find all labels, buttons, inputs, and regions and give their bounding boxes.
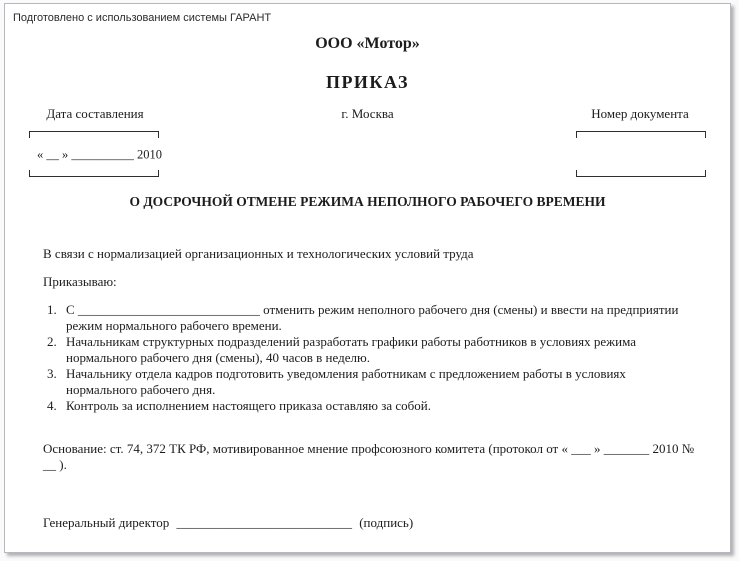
number-box-bottom-bracket (576, 170, 706, 177)
order-item-number: 3. (47, 366, 57, 381)
order-item-text: Начальникам структурных подразделений разработать графики работы работников в условиях режима нормального рабочего дня (смены), 40 часов в неделю. (66, 334, 636, 365)
order-item-number: 2. (47, 334, 57, 349)
order-item-4 (47, 398, 694, 414)
date-value: « __ » __________ 2010 (37, 147, 162, 162)
number-box (576, 131, 706, 177)
date-label: Дата составления (46, 106, 144, 121)
signature-row (43, 515, 694, 531)
order-item-number: 1. (47, 302, 57, 317)
order-item-text: Контроль за исполнением настоящего приказа оставляю за собой. (66, 398, 431, 413)
meta-labels-row (29, 106, 706, 122)
city-label: г. Москва (341, 106, 394, 121)
order-item-2 (47, 334, 694, 366)
document-type-title: ПРИКАЗ (325, 72, 410, 92)
signature-blank-line: ___________________________ (176, 515, 352, 530)
company-name: ООО «Мотор» (315, 35, 420, 52)
date-box-bottom-bracket (29, 170, 159, 177)
order-item-text: С ____________________________ отменить режим неполного рабочего дня (смены) и ввести на предприятии режим нормального рабочего времени. (66, 302, 679, 333)
orders-label: Приказываю: (43, 274, 117, 289)
document-page (4, 3, 731, 553)
intro-paragraph: В связи с нормализацией организационных и технологических условий труда (43, 246, 474, 261)
order-item-number: 4. (47, 398, 57, 413)
orders-list (47, 302, 694, 414)
order-item-1 (47, 302, 694, 334)
order-item-3 (47, 366, 694, 398)
date-box (29, 131, 162, 177)
order-subject-title: О ДОСРОЧНОЙ ОТМЕНЕ РЕЖИМА НЕПОЛНОГО РАБОЧЕГО ВРЕМЕНИ (129, 194, 606, 209)
meta-boxes-row (29, 131, 706, 177)
signature-title: Генеральный директор (43, 515, 170, 530)
garant-watermark: Подготовлено с использованием системы ГАРАНТ (13, 12, 272, 24)
order-item-text: Начальнику отдела кадров подготовить уведомления работникам с предложением работы в условиях нормального рабочего дня. (66, 366, 626, 397)
signature-note: (подпись) (359, 515, 414, 530)
basis-line: Основание: ст. 74, 372 ТК РФ, мотивированное мнение профсоюзного комитета (протокол от « ___ » _______ 2010 № __ ). (43, 441, 695, 472)
number-box-top-bracket (576, 131, 706, 138)
number-label: Номер документа (591, 106, 689, 121)
date-box-top-bracket (29, 131, 159, 138)
